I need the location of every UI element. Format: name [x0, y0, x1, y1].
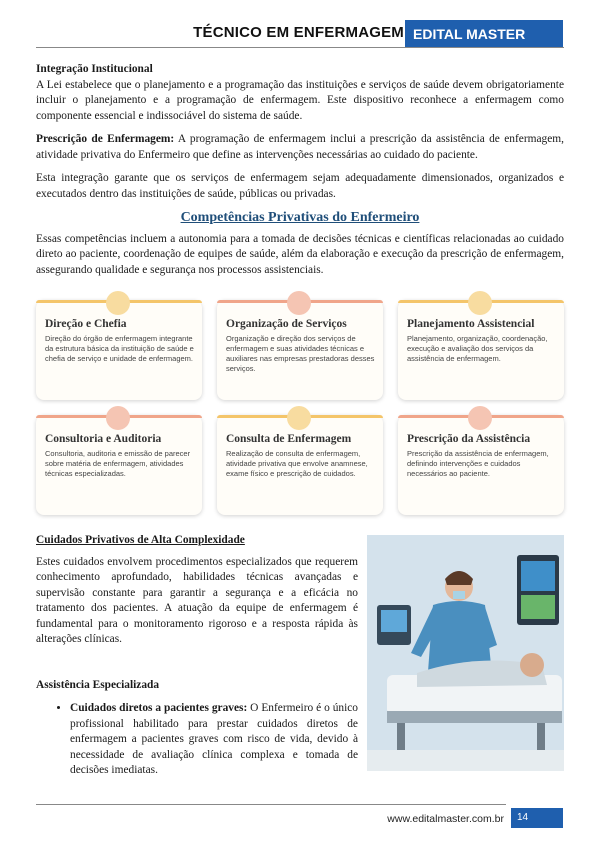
card-text: Organização e direção dos serviços de enfermagem e suas atividades técnicas e auxiliares nas empresas prestadoras desses serviços.: [226, 334, 375, 373]
header-brand: EDITAL MASTER: [405, 20, 563, 48]
header-title: TÉCNICO EM ENFERMAGEM: [193, 24, 404, 41]
footer-divider: [36, 804, 506, 805]
competencias-heading: Competências Privativas do Enfermeiro: [180, 210, 420, 225]
integracao-paragraph-2: [36, 132, 564, 163]
integracao-paragraph-3: Esta integração garante que os serviços de enfermagem sejam adequadamente dimensionados, organizados e executados dentro das instituições de saúde, públicas ou privadas.: [36, 172, 564, 200]
card-consulta-enfermagem: [217, 415, 383, 515]
list-item: [70, 701, 358, 779]
card-direcao-chefia: [36, 300, 202, 400]
integracao-paragraph-1: A Lei estabelece que o planejamento e a programação das instituições e serviços de saúde devem obrigatoriamente incluir o planejamento e a programação de enfermagem. Este dispositivo reconhece a enfermagem como componente essencial e indissociável do sistema de saúde.: [36, 78, 564, 122]
bullet-text: O Enfermeiro é o único profissional habilitado para prestar cuidados diretos de enfermagem a pacientes graves com risco de vida, devido à necessidade de avaliação clínica complexa e tomada de decisões imediatas.: [70, 702, 358, 776]
card-title: Consulta de Enfermagem: [226, 433, 352, 445]
page-number: 14: [511, 808, 563, 828]
card-prescricao-assistencia: [398, 415, 564, 515]
card-dot-icon: [287, 406, 311, 430]
card-text: Prescrição da assistência de enfermagem, definindo intervenções e cuidados necessários ao paciente.: [407, 449, 549, 478]
card-consultoria-auditoria: [36, 415, 202, 515]
card-text: Planejamento, organização, coordenação, execução e avaliação dos serviços da assistência de enfermagem.: [407, 334, 548, 363]
icu-illustration: [367, 535, 564, 771]
competencias-intro: Essas competências incluem a autonomia para a tomada de decisões técnicas e científicas relacionadas ao cuidado direto ao paciente, coordenação de equipes de saúde, além da elaboração e execução da prescrição de enfermagem, assegurando qualidade e segurança nos processos assistenciais.: [36, 232, 564, 276]
main-content: [36, 62, 564, 278]
assistencia-list: [36, 701, 358, 779]
footer-url-link[interactable]: www.editalmaster.com.br: [387, 813, 504, 825]
integracao-heading: Integração Institucional: [36, 63, 153, 75]
card-title: Organização de Serviços: [226, 318, 347, 330]
card-title: Prescrição da Assistência: [407, 433, 531, 445]
prescricao-text: A programação de enfermagem inclui a prescrição da assistência de enfermagem, atividade privativa do Enfermeiro que define as intervenções necessárias ao cuidado do paciente.: [36, 133, 564, 161]
card-dot-icon: [287, 291, 311, 315]
card-text: Consultoria, auditoria e emissão de parecer sobre matéria de enfermagem, atividades técnicas especializadas.: [45, 449, 191, 478]
card-title: Direção e Chefia: [45, 318, 127, 330]
competencias-cards: [36, 295, 564, 520]
page-header: [0, 20, 600, 48]
card-title: Planejamento Assistencial: [407, 318, 535, 330]
assistencia-heading: Assistência Especializada: [36, 678, 160, 691]
header-divider: [36, 47, 564, 48]
cuidados-heading: Cuidados Privativos de Alta Complexidade: [36, 534, 245, 546]
card-dot-icon: [106, 406, 130, 430]
nurse-patient-photo: [367, 535, 564, 771]
cuidados-section: [36, 533, 358, 779]
card-organizacao-servicos: [217, 300, 383, 400]
card-text: Realização de consulta de enfermagem, atividade privativa que envolve anamnese, exame físico e prescrição de cuidados.: [226, 449, 368, 478]
prescricao-label: Prescrição de Enfermagem:: [36, 133, 175, 145]
card-text: Direção do órgão de enfermagem integrante da estrutura básica da instituição de saúde e chefia de serviço e unidade de enfermagem.: [45, 334, 194, 363]
card-title: Consultoria e Auditoria: [45, 433, 162, 445]
card-dot-icon: [468, 406, 492, 430]
card-dot-icon: [106, 291, 130, 315]
card-planejamento-assistencial: [398, 300, 564, 400]
cuidados-text: Estes cuidados envolvem procedimentos especializados que requerem conhecimento aprofundado, habilidades técnicas avançadas e supervisão constante para garantir a segurança e a eficácia no tratamento dos pacientes. A atuação da equipe de enfermagem é fundamental para o monitoramento rigoroso e a resposta rápida às alterações clínicas.: [36, 555, 358, 645]
card-dot-icon: [468, 291, 492, 315]
bullet-label: Cuidados diretos a pacientes graves:: [70, 702, 248, 714]
